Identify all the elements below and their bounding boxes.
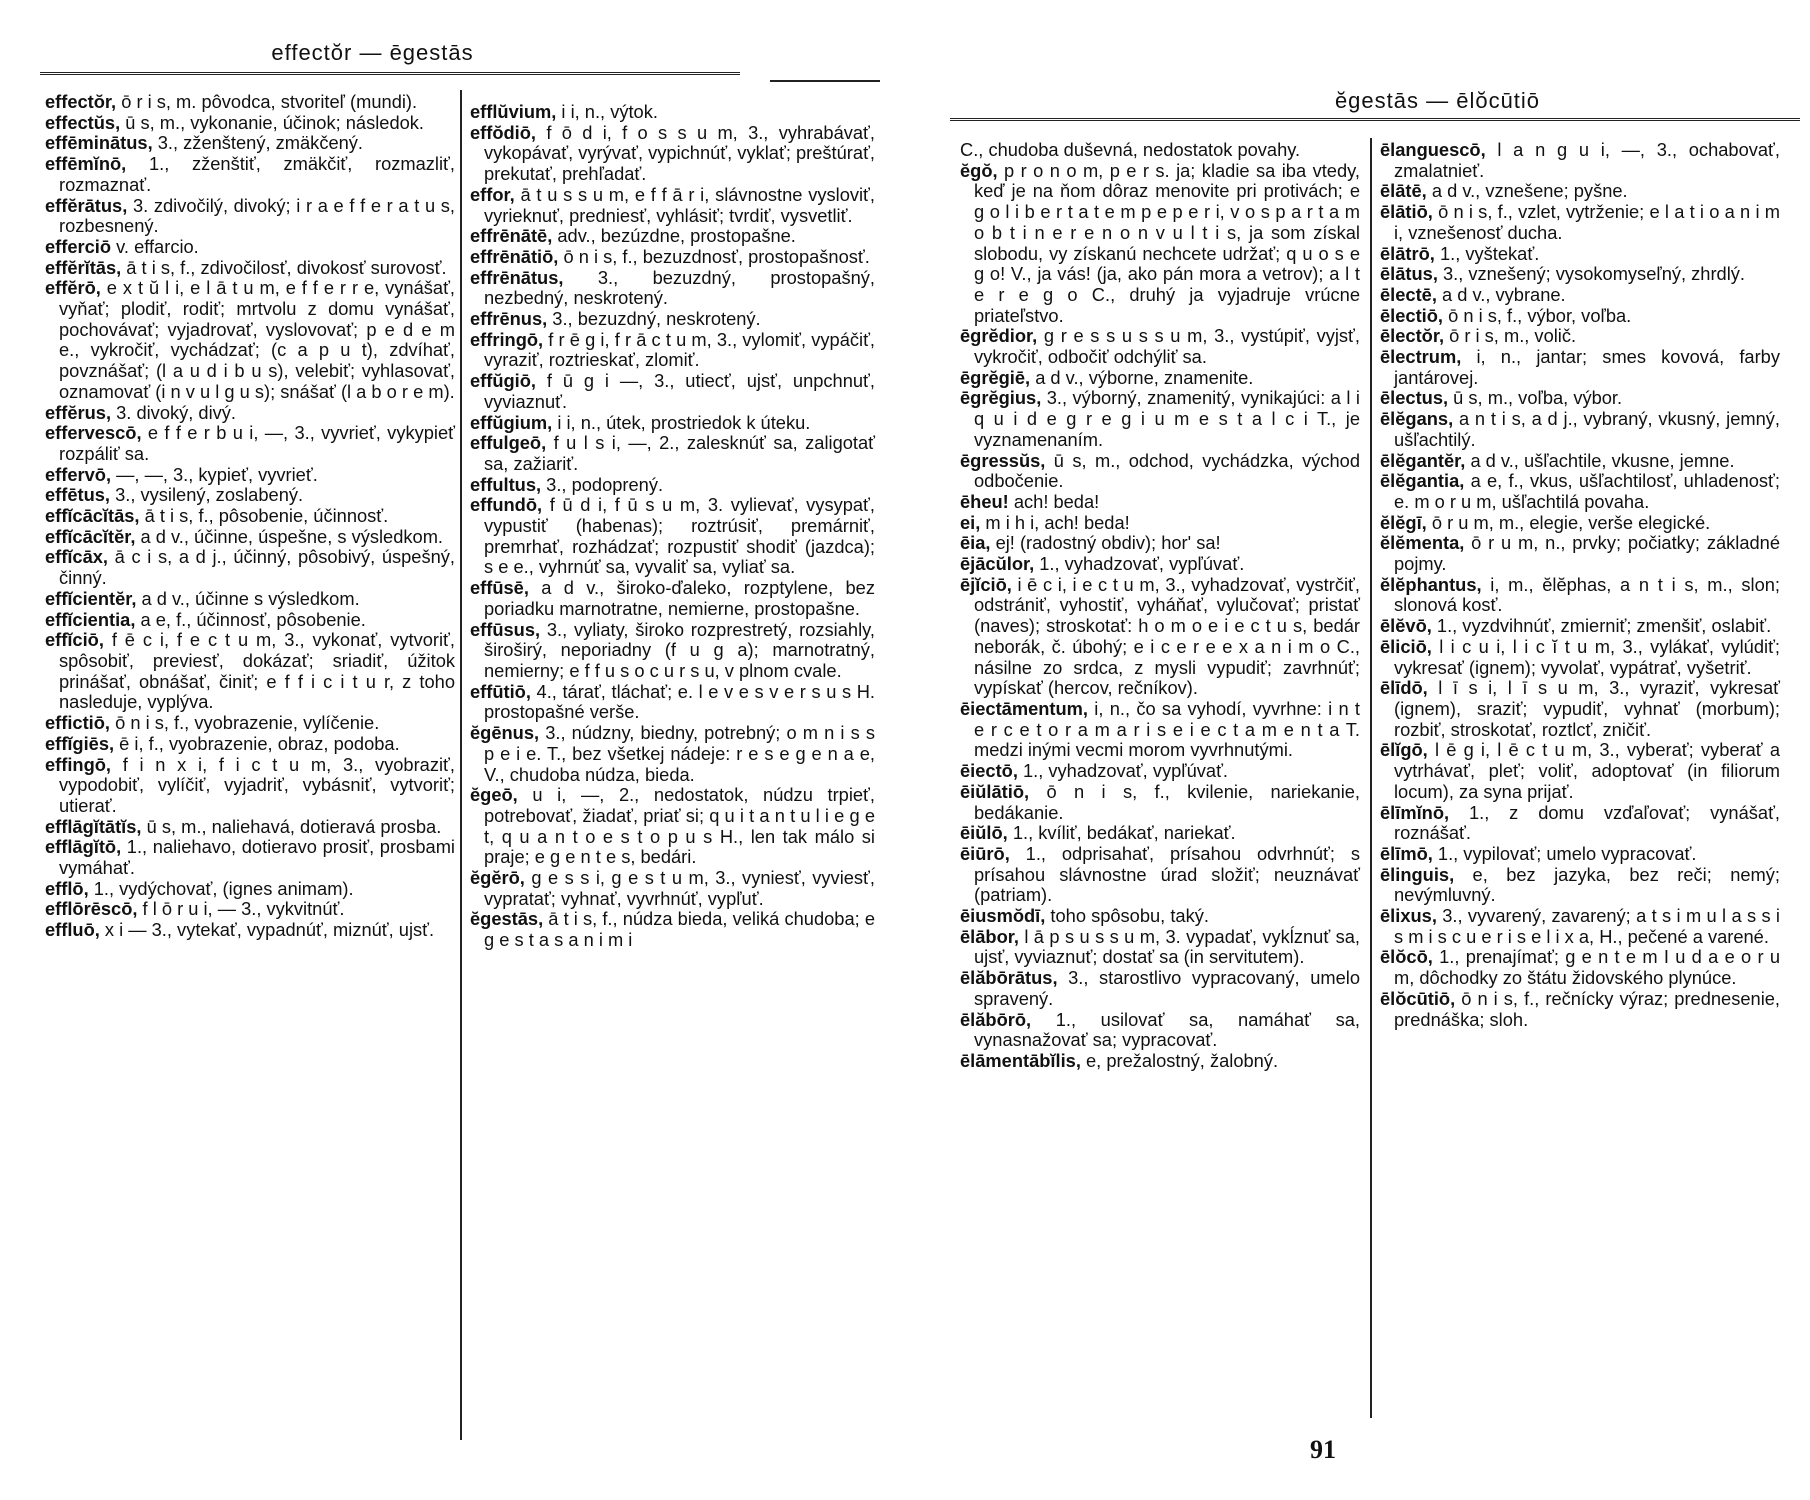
dictionary-entry [470, 371, 875, 412]
dictionary-entry [1380, 202, 1780, 243]
entry-definition: x i — 3., vytekať, vypadnúť, miznúť, ujsť. [99, 919, 435, 941]
entry-definition: e f f e r b u i, —, 3., vyvrieť, vykypieť rozpáliť sa. [59, 422, 455, 464]
dictionary-entry [960, 699, 1360, 761]
dictionary-entry [1380, 409, 1780, 450]
entry-definition: a d v., vybrane. [1436, 283, 1566, 305]
entry-headword: effētus, [45, 484, 111, 506]
entry-definition: e, prežalostný, žalobný. [1080, 1049, 1279, 1071]
entry-definition: 3., podoprený. [541, 473, 664, 495]
dictionary-entry [45, 133, 455, 154]
entry-headword: effultus, [470, 473, 542, 495]
dictionary-entry [470, 413, 875, 434]
entry-headword: ĕgĕrō, [470, 867, 525, 889]
entry-headword: ēlātrō, [1380, 242, 1435, 264]
entry-headword: ēlŏcūtiō, [1380, 987, 1456, 1009]
entry-headword: efferciō [45, 235, 112, 257]
dictionary-entry [470, 723, 875, 785]
entry-definition: a d v., účinne s výsledkom. [136, 587, 360, 609]
entry-headword: effervō, [45, 463, 112, 485]
column-divider [460, 90, 462, 1440]
entry-definition: ē i, f., vyobrazenie, obraz, podoba. [114, 732, 400, 754]
entry-definition: l i c u i, l i c ĭ t u m, 3., vylákať, vylúdiť; vykresať (ignem); vyvolať, vypátrať, vyšetriť. [1394, 635, 1780, 678]
entry-headword: effūtiō, [470, 680, 531, 702]
entry-definition: i, n., čo sa vyhodí, vyvrhne: i n t e r c e t o r a m a r i s e i e c t a m e n t a T. medzi inými vecmi morom vyvrhnutými. [974, 697, 1360, 761]
dictionary-entry [470, 909, 875, 950]
entry-definition: 3., vyliaty, široko rozprestretý, rozsiahly, široširý, neporiadny (f u g a); marnotratný, nemierny; e f f u s o c u r s u, v plnom cvale. [484, 618, 875, 681]
dictionary-entry [470, 102, 875, 123]
dictionary-entry [1380, 264, 1780, 285]
entry-headword: ēlectŏr, [1380, 325, 1445, 347]
entry-headword: effluō, [45, 919, 100, 941]
dictionary-entry [470, 185, 875, 226]
dictionary-entry [1380, 678, 1780, 740]
entry-definition: adv., bezúzdne, prostopašne. [552, 225, 796, 247]
dictionary-entry [960, 368, 1360, 389]
dictionary-entry [45, 92, 455, 113]
dictionary-entry [470, 868, 875, 909]
entry-definition: 1., vyzdvihnúť, zmierniť; zmenšiť, oslabiť. [1431, 615, 1772, 637]
dictionary-entry [45, 278, 455, 402]
entry-definition: ō r i s, m., volič. [1444, 325, 1577, 347]
entry-headword: ēlectrum, [1380, 346, 1462, 368]
entry-headword: effĭcientĕr, [45, 587, 137, 609]
column-2 [470, 102, 875, 951]
entry-definition: a e, f., účinnosť, pôsobenie. [135, 608, 366, 630]
dictionary-entry [960, 906, 1360, 927]
dictionary-entry [960, 844, 1360, 906]
entry-headword: effĕrĭtās, [45, 256, 122, 278]
entry-headword: ēlĕgans, [1380, 408, 1454, 430]
entry-definition: ō n i s, f., bezuzdnosť, prostopašnosť. [558, 245, 870, 267]
entry-definition: ā t i s, f., núdza bieda, veliká chudoba; e g e s t a s a n i m i [484, 908, 875, 951]
entry-headword: ĕlĕphantus, [1380, 573, 1482, 595]
entry-definition: 3. zdivočilý, divoký; i r a e f f e r a t u s, rozbesnený. [59, 194, 455, 237]
entry-headword: effictiō, [45, 712, 111, 734]
entry-headword: efflāgĭtātĭs, [45, 815, 142, 837]
column-1 [45, 92, 455, 941]
entry-definition: 1., vypilovať; umelo vypracovať. [1432, 842, 1697, 864]
entry-definition: i, m., ĕlĕphas, a n t i s, m., slon; slonová kosť. [1394, 573, 1780, 616]
dictionary-entry [45, 899, 455, 920]
dictionary-entry [960, 927, 1360, 968]
dictionary-entry [1380, 844, 1780, 865]
entry-headword: ēlĕgantĕr, [1380, 449, 1466, 471]
dictionary-entry [1380, 306, 1780, 327]
entry-definition: 3., núdzny, biedny, potrebný; o m n i s s p e i e. T., bez všetkej nádeje: r e s e g e n a e, V., chudoba núdza, bieda. [484, 722, 875, 785]
entry-definition: f ū d i, f ū s u m, 3. vylievať, vysypať, vypustiť (habenas); roztrúsiť, premárniť, premrhať, rozhádzať; rozpustiť shodiť (jazdca); s e e., vyhrnúť sa, vyvaliť sa, vyliať sa. [484, 494, 875, 578]
entry-definition: f ū g i —, 3., utiecť, ujsť, unpchnuť, vyviaznuť. [484, 370, 875, 412]
dictionary-entry [45, 837, 455, 878]
dictionary-entry [960, 492, 1360, 513]
entry-headword: ēgrĕgius, [960, 387, 1042, 409]
dictionary-entry [470, 578, 875, 619]
entry-definition: 1., naliehavo, dotieravo prosiť, prosbami vymáhať. [59, 836, 455, 879]
dictionary-entry [960, 161, 1360, 327]
dictionary-entry [470, 682, 875, 723]
entry-definition: ej! (radostný obdiv); hor' sa! [990, 532, 1221, 554]
entry-headword: effrēnātus, [470, 266, 564, 288]
dictionary-entry [45, 630, 455, 713]
entry-headword: effĕrus, [45, 401, 112, 423]
entry-headword: effrēnus, [470, 308, 548, 330]
entry-headword: ĕgēnus, [470, 722, 540, 744]
entry-headword: effŭgiō, [470, 370, 537, 392]
entry-headword: ēlābor, [960, 925, 1019, 947]
entry-definition: ach! beda! [1008, 490, 1100, 512]
dictionary-entry [45, 920, 455, 941]
entry-headword: ēiūrō, [960, 842, 1010, 864]
entry-definition: a d v., vznešene; pyšne. [1426, 180, 1628, 202]
dictionary-entry [1380, 181, 1780, 202]
right-page [905, 0, 1810, 1500]
running-head: effectŏr — ēgestās [271, 40, 474, 65]
entry-definition: 1., kvíliť, bedákať, nariekať. [1007, 822, 1236, 844]
entry-headword: ĕgŏ, [960, 159, 998, 181]
dictionary-entry [45, 154, 455, 195]
entry-definition: f i n x i, f i c t u m, 3., vyobraziť, vypodobiť, vylíčiť, vyjadriť, vybásniť, vytvoriť; utierať. [59, 753, 455, 816]
entry-headword: ēliciō, [1380, 635, 1432, 657]
dictionary-entry [1380, 906, 1780, 947]
entry-headword: ēlanguescō, [1380, 139, 1486, 160]
entry-definition: l ē g i, l ē c t u m, 3., vyberať; vyberať a vytrhávať, pleť; voliť, adoptovať (in filiorum locum), za syna prijať. [1394, 739, 1780, 802]
dictionary-entry [1380, 285, 1780, 306]
entry-definition: 1., vyhadzovať, vypľúvať. [1017, 760, 1229, 782]
entry-headword: ēlātus, [1380, 263, 1438, 285]
entry-headword: effulgeō, [470, 432, 547, 454]
entry-headword: effēminātus, [45, 132, 153, 154]
dictionary-entry [960, 1051, 1360, 1072]
dictionary-entry [470, 433, 875, 474]
entry-definition: ū s, m., odchod, vychádzka, východ odbočenie. [974, 449, 1360, 492]
entry-definition: 1., odprisahať, prísahou odvrhnúť; s prísahou slávnostne úrad složiť; neuznávať (patriam). [974, 842, 1360, 906]
entry-definition: 3., bezuzdný, prostopašný, nezbedný, neskrotený. [484, 266, 875, 309]
entry-definition: 3., bezuzdný, neskrotený. [547, 308, 761, 330]
entry-definition: i ē c i, i e c t u m, 3., vyhadzovať, vystrčiť, odstrániť, vyhostiť, vyháňať, vylučovať; pristať (naves); stroskotať: h o m o e i e c t u s, bedár neborák, č. úbohý; e i c e r e e x a n i m o C., násilne zo srdca, z mysli vypudiť; zavrhnúť; vypískať (hercov, rečníkov). [974, 573, 1360, 699]
dictionary-entry [45, 113, 455, 134]
entry-definition: ū s, m., voľba, výbor. [1448, 387, 1623, 409]
dictionary-entry [45, 713, 455, 734]
entry-definition: a d v., ušľachtile, vkusne, jemne. [1465, 449, 1735, 471]
dictionary-entry [1380, 989, 1780, 1030]
entry-definition: —, —, 3., kypieť, vyvrieť. [111, 463, 318, 485]
dictionary-entry [45, 547, 455, 588]
entry-definition: v. effarcio. [111, 235, 199, 257]
entry-headword: ējācŭlor, [960, 553, 1035, 575]
entry-definition: 3., vysilený, zoslabený. [110, 484, 304, 506]
entry-headword: ēgrĕgiē, [960, 366, 1031, 388]
entry-headword: efflŭvium, [470, 101, 557, 122]
page-number: 91 [1310, 1435, 1336, 1464]
entry-headword: ēlīmĭnō, [1380, 801, 1450, 823]
dictionary-entry [45, 879, 455, 900]
entry-headword: effingō, [45, 753, 112, 775]
dictionary-entry [1380, 388, 1780, 409]
entry-definition: a d v., výborne, znamenite. [1030, 366, 1254, 388]
entry-definition: e, bez jazyka, bez reči; nemý; nevýmluvný. [1394, 863, 1780, 906]
entry-definition: a d v., účinne, úspešne, s výsledkom. [135, 525, 444, 547]
dictionary-entry [960, 761, 1360, 782]
entry-headword: ēlāmentābĭlis, [960, 1049, 1081, 1071]
column-divider [1370, 138, 1372, 1418]
dictionary-entry [470, 475, 875, 496]
entry-headword: ēiŭlō, [960, 822, 1008, 844]
entry-headword: effēmĭnō, [45, 153, 127, 175]
dictionary-entry [960, 533, 1360, 554]
entry-headword: effĭcāx, [45, 546, 109, 568]
entry-headword: effĭcientia, [45, 608, 136, 630]
entry-definition: ō n i s, f., kvilenie, nariekanie, bedákanie. [974, 780, 1360, 823]
entry-definition: ō n i s, f., vzlet, vytrženie; e l a t i o a n i m i, vznešenosť ducha. [1394, 201, 1780, 243]
entry-definition: 3., zženštený, zmäkčený. [152, 132, 364, 154]
entry-headword: efflāgĭtō, [45, 836, 122, 858]
entry-definition: 1., zženštiť, zmäkčiť, rozmazliť, rozmaznať. [59, 153, 455, 195]
entry-headword: ēia, [960, 532, 991, 554]
dictionary-entry [470, 495, 875, 578]
entry-definition: ā t i s, f., zdivočilosť, divokosť surovosť. [121, 256, 447, 278]
dictionary-entry [960, 823, 1360, 844]
entry-definition: 4., tárať, tláchať; e. l e v e s v e r s u s H. prostopašné verše. [484, 680, 875, 723]
entry-definition: i i, n., útek, prostriedok k úteku. [552, 411, 811, 433]
entry-headword: effŏdiō, [470, 121, 537, 143]
entry-definition: 1., vyštekať. [1434, 242, 1540, 264]
entry-headword: ēlinguis, [1380, 863, 1455, 885]
entry-headword: ēiŭlātiō, [960, 780, 1030, 802]
entry-definition: f ō d i, f o s s u m, 3., vyhrabávať, vykopávať, vyrývať, vypichnúť, vyklať; preštúrať, prekutať, prehľadať. [484, 121, 875, 185]
entry-headword: ējĭciō, [960, 573, 1012, 595]
dictionary-entry [45, 237, 455, 258]
dictionary-entry [960, 451, 1360, 492]
entry-headword: ēgrĕdior, [960, 325, 1038, 347]
dictionary-entry [45, 423, 455, 464]
dictionary-entry [470, 268, 875, 309]
entry-definition: ō r u m, n., prvky; počiatky; základné pojmy. [1394, 532, 1780, 575]
entry-definition: ū s, m., naliehavá, dotieravá prosba. [141, 815, 442, 837]
dictionary-entry [1380, 471, 1780, 512]
dictionary-entry [45, 485, 455, 506]
dictionary-entry [45, 403, 455, 424]
entry-definition: l ā p s u s s u m, 3. vypadať, vykĺznuť sa, ujsť, vyviaznuť; dostať sa (in servitutem). [974, 925, 1360, 968]
dictionary-entry [1380, 533, 1780, 574]
entry-definition: 3. divoký, divý. [111, 401, 237, 423]
dictionary-entry [470, 247, 875, 268]
entry-definition: f u l s i, —, 2., zalesknúť sa, zaligotať sa, zažiariť. [484, 432, 875, 474]
dictionary-entry [1380, 140, 1780, 181]
header-rule [950, 118, 1800, 121]
entry-definition: a e, f., vkus, ušľachtilosť, uhladenosť; e. m o r u m, ušľachtilá povaha. [1394, 470, 1780, 512]
entry-definition: i i, n., výtok. [556, 101, 658, 122]
entry-headword: ēheu! [960, 490, 1009, 512]
entry-definition: e x t ŭ l i, e l ā t u m, e f f e r r e, vynášať, vyňať; plodiť, rodiť; mrtvolu z domu vynášať, pochovávať; vyjadrovať, vyslovovať; p e d e m e., vykročiť, vychádzať; (c a p u t), zdvíhať, povznášať; (l a u d i b u s), velebiť; vyhlasovať, oznamovať (i n v u l g u s); snášať (l a b o r e m). [59, 277, 455, 402]
entry-headword: ēlixus, [1380, 905, 1437, 927]
entry-headword: ēiectāmentum, [960, 697, 1089, 719]
entry-headword: ĕlĕmenta, [1380, 532, 1465, 554]
dictionary-entry [45, 734, 455, 755]
entry-headword: effĭgiēs, [45, 732, 115, 754]
dictionary-entry [960, 140, 1360, 161]
header-rule [40, 72, 740, 75]
dictionary-entry [45, 527, 455, 548]
entry-headword: ēiusmŏdī, [960, 905, 1046, 927]
dictionary-entry [45, 196, 455, 237]
entry-definition: ū s, m., vykonanie, účinok; následok. [120, 111, 425, 133]
entry-headword: effŭgium, [470, 411, 553, 433]
entry-headword: ēlăbōrātus, [960, 967, 1058, 989]
entry-headword: ēlectē, [1380, 283, 1437, 305]
entry-headword: ĕgestās, [470, 908, 544, 930]
dictionary-entry [45, 589, 455, 610]
entry-headword: effrēnātiō, [470, 245, 559, 267]
dictionary-entry [470, 123, 875, 185]
dictionary-entry [470, 785, 875, 868]
dictionary-entry [960, 1010, 1360, 1051]
dictionary-entry [960, 326, 1360, 367]
dictionary-entry [960, 513, 1360, 534]
dictionary-entry [1380, 616, 1780, 637]
entry-definition: l a n g u i, —, 3., ochabovať, zmalatnieť. [1394, 139, 1780, 181]
entry-headword: effor, [470, 183, 515, 205]
entry-definition: g r e s s u s s u m, 3., vystúpiť, vyjsť, vykročiť, odbočiť odchýliť sa. [974, 325, 1360, 368]
entry-definition: f r ē g i, f r ā c t u m, 3., vylomiť, vypáčiť, vyraziť, roztrieskať, zlomiť. [484, 328, 875, 371]
entry-headword: ĕgeō, [470, 784, 518, 806]
entry-definition: 1., vyhadzovať, vypľúvať. [1034, 553, 1245, 575]
entry-definition: ā c i s, a d j., účinný, pôsobivý, úspešný, činný. [59, 546, 455, 589]
dictionary-entry [45, 506, 455, 527]
entry-headword: ēlātiō, [1380, 201, 1433, 223]
entry-definition: g e s s i, g e s t u m, 3., vyniesť, vyviesť, vypratať; vyhnať, vyvrhnúť, vypľuť. [484, 867, 875, 909]
entry-definition: f l ō r u i, — 3., vykvitnúť. [137, 898, 345, 920]
entry-headword: effĕrātus, [45, 194, 128, 216]
column-2 [1380, 140, 1780, 1030]
dictionary-entry [1380, 575, 1780, 616]
entry-headword: ēlŏcō, [1380, 946, 1433, 968]
entry-definition: f ē c i, f e c t u m, 3., vykonať, vytvoriť, spôsobiť, previesť, dokázať; sriadiť, úžitok prinášať, obnášať, činiť; e f f i c i t u r, z toho nasleduje, vyplýva. [59, 629, 455, 713]
entry-headword: ēlectiō, [1380, 304, 1443, 326]
entry-headword: effĭcācĭtās, [45, 505, 140, 527]
entry-headword: effĕrō, [45, 277, 101, 299]
entry-headword: ēlātē, [1380, 180, 1427, 202]
entry-definition: u i, —, 2., nedostatok, núdzu trpieť, potrebovať, žiadať, priať si; q u i t a n t u l i e g e t, q u a n t o e s t o p u s H., len tak málo si praje; e g e n t e s, bedári. [484, 784, 875, 868]
dictionary-entry [470, 330, 875, 371]
entry-definition: p r o n o m, p e r s. ja; kladie sa iba vtedy, keď je na ňom dôraz menovite pri protivách; e g o l i b e r t a t e m p e p e r i, v o s p a r t a m o b t i n e r e n o n v u l t i s, ja som získal slobodu, vy získanú nechcete udržať; q u o s e g o! V., ja vás! (ja, ako pán mora a vetrov); a l t e r e g o C., druhý ja vyjadruje vrúcne priateľstvo. [974, 159, 1360, 326]
dictionary-entry [960, 968, 1360, 1009]
dictionary-entry [45, 817, 455, 838]
dictionary-entry [1380, 947, 1780, 988]
dictionary-entry [1380, 244, 1780, 265]
entry-headword: ēlĕgantia, [1380, 470, 1465, 492]
entry-headword: effervescō, [45, 422, 142, 444]
entry-headword: effūsē, [470, 577, 529, 599]
entry-headword: ei, [960, 511, 981, 533]
dictionary-entry [470, 309, 875, 330]
dictionary-entry [1380, 803, 1780, 844]
entry-headword: effĭciō, [45, 629, 104, 651]
entry-headword: effectŏr, [45, 91, 117, 112]
entry-headword: ēlīmō, [1380, 842, 1433, 864]
entry-definition: 1., z domu vzďaľovať; vynášať, roznášať. [1394, 801, 1780, 844]
dictionary-entry [470, 226, 875, 247]
dictionary-entry [960, 554, 1360, 575]
entry-definition: 1., vydýchovať, (ignes animam). [88, 877, 354, 899]
entry-headword: effūsus, [470, 618, 541, 640]
entry-headword: ēlectus, [1380, 387, 1449, 409]
entry-definition: 3., vyvarený, zavarený; a t s i m u l a s s i s m i s c u e r i s e l i x a, H., pečené a varené. [1394, 905, 1780, 947]
entry-definition: 1., usilovať sa, namáhať sa, vynasnažovať sa; vypracovať. [974, 1008, 1360, 1051]
entry-headword: ēlĭgō, [1380, 739, 1428, 761]
dictionary-entry [1380, 637, 1780, 678]
header-rule-short [770, 80, 880, 82]
entry-headword: ēgressŭs, [960, 449, 1046, 471]
entry-definition: i, n., jantar; smes kovová, farby jantárovej. [1394, 346, 1780, 388]
entry-definition: ō n i s, f., výbor, voľba. [1443, 304, 1632, 326]
entry-headword: effrēnātē, [470, 225, 553, 247]
entry-definition: ā t u s s u m, e f f ā r i, slávnostne vysloviť, vyrieknuť, predniesť, vyhlásiť; tvrdiť, vysvetliť. [484, 183, 875, 226]
column-1 [960, 140, 1360, 1072]
entry-definition: 3., vznešený; vysokomyseľný, zhrdlý. [1437, 263, 1746, 285]
entry-definition: a d v., široko-ďaleko, rozptylene, bez poriadku marnotratne, nemierne, prostopašne. [484, 577, 875, 619]
dictionary-entry [45, 610, 455, 631]
dictionary-entry [45, 465, 455, 486]
dictionary-entry [1380, 347, 1780, 388]
entry-headword: ēlĕvō, [1380, 615, 1432, 637]
dictionary-entry [1380, 326, 1780, 347]
entry-definition: ō n i s, f., vyobrazenie, vylíčenie. [110, 712, 380, 734]
dictionary-entry [45, 755, 455, 817]
entry-definition: ō n i s, f., rečnícky výraz; prednesenie, prednáška; sloh. [1394, 987, 1780, 1030]
dictionary-entry [1380, 740, 1780, 802]
dictionary-entry [960, 782, 1360, 823]
dictionary-entry [960, 388, 1360, 450]
dictionary-entry [1380, 865, 1780, 906]
entry-headword: ĕlĕgī, [1380, 511, 1427, 533]
entry-definition: ā t i s, f., pôsobenie, účinnosť. [139, 505, 389, 527]
entry-headword: ēiectō, [960, 760, 1018, 782]
entry-definition: ō r u m, m., elegie, verše elegické. [1426, 511, 1711, 533]
entry-definition: m i h i, ach! beda! [980, 511, 1130, 533]
entry-headword: effĭcācĭtĕr, [45, 525, 136, 547]
entry-definition: l ī s i, l ī s u m, 3., vyraziť, vykresať (ignem), sraziť; vypudiť, vyhnať (morbum); rozbiť, stroskotať, roztlcť, zničiť. [1394, 677, 1780, 740]
dictionary-entry [1380, 451, 1780, 472]
entry-definition: 3., výborný, znamenitý, vynikajúci: a l i q u i d e g r e g i u m e s t a l c i T., je vyznamenaním. [974, 387, 1360, 450]
entry-headword: effundō, [470, 494, 543, 516]
dictionary-entry [960, 575, 1360, 699]
entry-definition: 3., starostlivo vypracovaný, umelo spravený. [974, 967, 1360, 1009]
entry-definition: a n t i s, a d j., vybraný, vkusný, jemný, ušľachtilý. [1394, 408, 1780, 450]
entry-headword: ēlăbōrō, [960, 1008, 1032, 1030]
entry-headword: efflōrēscō, [45, 898, 138, 920]
dictionary-entry [470, 620, 875, 682]
entry-definition: C., chudoba duševná, nedostatok povahy. [960, 139, 1301, 160]
entry-headword: ēlīdō, [1380, 677, 1428, 699]
entry-definition: ō r i s, m. pôvodca, stvoriteľ (mundi). [116, 91, 418, 112]
entry-headword: effringō, [470, 328, 544, 350]
entry-headword: efflō, [45, 877, 89, 899]
dictionary-entry [1380, 513, 1780, 534]
entry-definition: toho spôsobu, taký. [1045, 905, 1209, 927]
dictionary-entry [45, 258, 455, 279]
entry-definition: 1., prenajímať; g e n t e m I u d a e o r u m, dôchodky zo štátu židovského plynúce. [1394, 946, 1780, 989]
entry-headword: effectŭs, [45, 111, 121, 133]
running-head: ĕgestās — ēlŏcūtiō [1334, 88, 1541, 113]
